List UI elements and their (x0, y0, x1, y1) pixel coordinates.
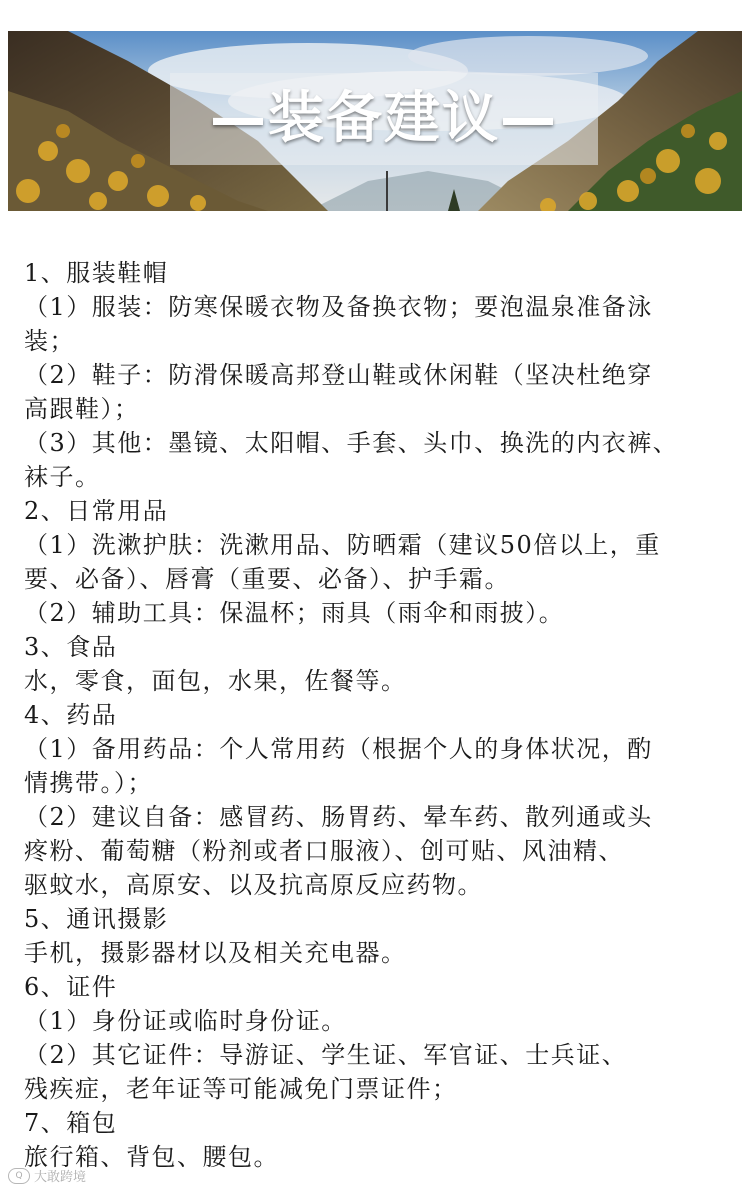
text-line: 4、药品 (24, 701, 118, 729)
text-line: 高跟鞋）； (24, 395, 140, 423)
text-line: （1）服装：防寒保暖衣物及备换衣物；要泡温泉准备泳 (24, 293, 653, 321)
text-line: 驱蚊水，高原安、以及抗高原反应药物。 (24, 871, 483, 899)
text-line: 水，零食，面包，水果，佐餐等。 (24, 667, 407, 695)
text-line: 1、服装鞋帽 (24, 259, 169, 287)
text-line: （1）洗漱护肤：洗漱用品、防晒霜（建议50倍以上，重 (24, 531, 661, 559)
text-line: （2）辅助工具：保温杯；雨具（雨伞和雨披）。 (24, 599, 565, 627)
text-line: 疼粉、葡萄糖（粉剂或者口服液）、创可贴、风油精、 (24, 837, 624, 865)
header-banner (8, 31, 742, 211)
watermark-logo-icon: Q (8, 1168, 30, 1184)
text-line: （2）其它证件：导游证、学生证、军官证、士兵证、 (24, 1041, 628, 1069)
text-line: 2、日常用品 (24, 497, 169, 525)
text-line: （1）身份证或临时身份证。 (24, 1007, 347, 1035)
text-line: 3、食品 (24, 633, 118, 661)
text-line: 残疾症，老年证等可能减免门票证件； (24, 1075, 458, 1103)
text-line: 6、证件 (24, 973, 118, 1001)
text-line: 7、箱包 (24, 1109, 118, 1137)
text-line: 装； (24, 327, 75, 355)
text-line: 手机，摄影器材以及相关充电器。 (24, 939, 407, 967)
text-line: （2）建议自备：感冒药、肠胃药、晕车药、散列通或头 (24, 803, 653, 831)
text-line: （1）备用药品：个人常用药（根据个人的身体状况，酌 (24, 735, 653, 763)
text-line: 袜子。 (24, 463, 101, 491)
text-line: 情携带。）； (24, 769, 153, 797)
text-line: 5、通讯摄影 (24, 905, 169, 933)
watermark-text: 大敢跨境 (34, 1170, 87, 1185)
text-line: 旅行箱、背包、腰包。 (24, 1143, 279, 1171)
equipment-list (24, 256, 729, 1174)
banner-title: —装备建议— (210, 86, 558, 151)
text-line: 要、必备）、唇膏（重要、必备）、护手霜。 (24, 565, 510, 593)
text-line: （3）其他：墨镜、太阳帽、手套、头巾、换洗的内衣裤、 (24, 429, 679, 457)
watermark (8, 1166, 86, 1185)
text-line: （2）鞋子：防滑保暖高邦登山鞋或休闲鞋（坚决杜绝穿 (24, 361, 653, 389)
